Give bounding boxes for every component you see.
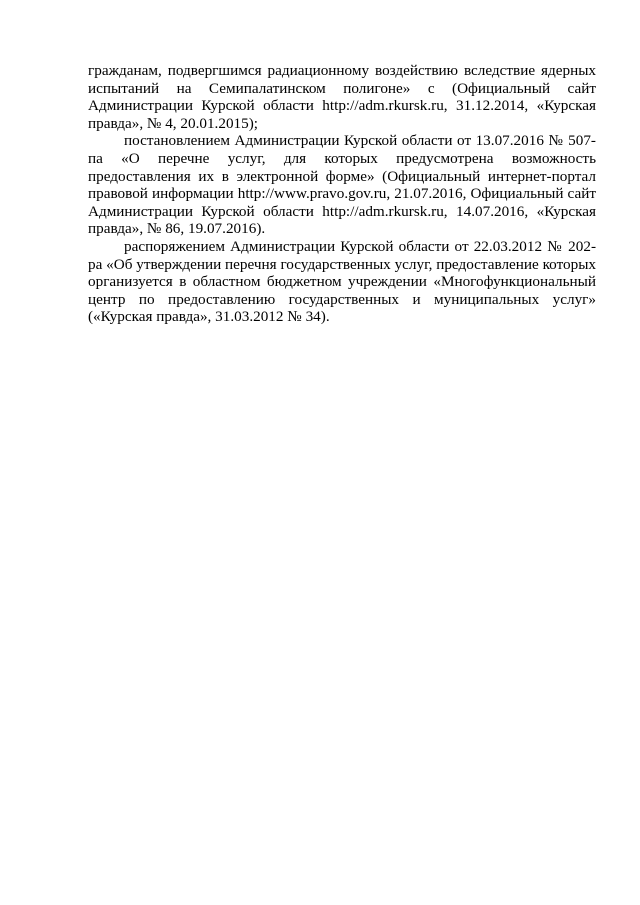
document-body — [88, 62, 596, 326]
paragraph-semipalatinsk-continuation: гражданам, подвергшимся радиационному воздействию вследствие ядерных испытаний на Семипалатинском полигоне» с (Официальный сайт Администрации Курской области http://adm.rkursk.ru, 31.12.2014, «Курская правда», № 4, 20.01.2015); — [88, 62, 596, 132]
paragraph-resolution-507-pa: постановлением Администрации Курской области от 13.07.2016 № 507-па «О перечне услуг, для которых предусмотрена возможность предоставления их в электронной форме» (Официальный интернет-портал правовой информации http://www.pravo.gov.ru, 21.07.2016, Официальный сайт Администрации Курской области http://adm.rkursk.ru, 14.07.2016, «Курская правда», № 86, 19.07.2016). — [88, 132, 596, 238]
paragraph-order-202-ra: распоряжением Администрации Курской области от 22.03.2012 № 202-ра «Об утверждении перечня государственных услуг, предоставление которых организуется в областном бюджетном учреждении «Многофункциональный центр по предоставлению государственных и муниципальных услуг» («Курская правда», 31.03.2012 № 34). — [88, 237, 596, 326]
